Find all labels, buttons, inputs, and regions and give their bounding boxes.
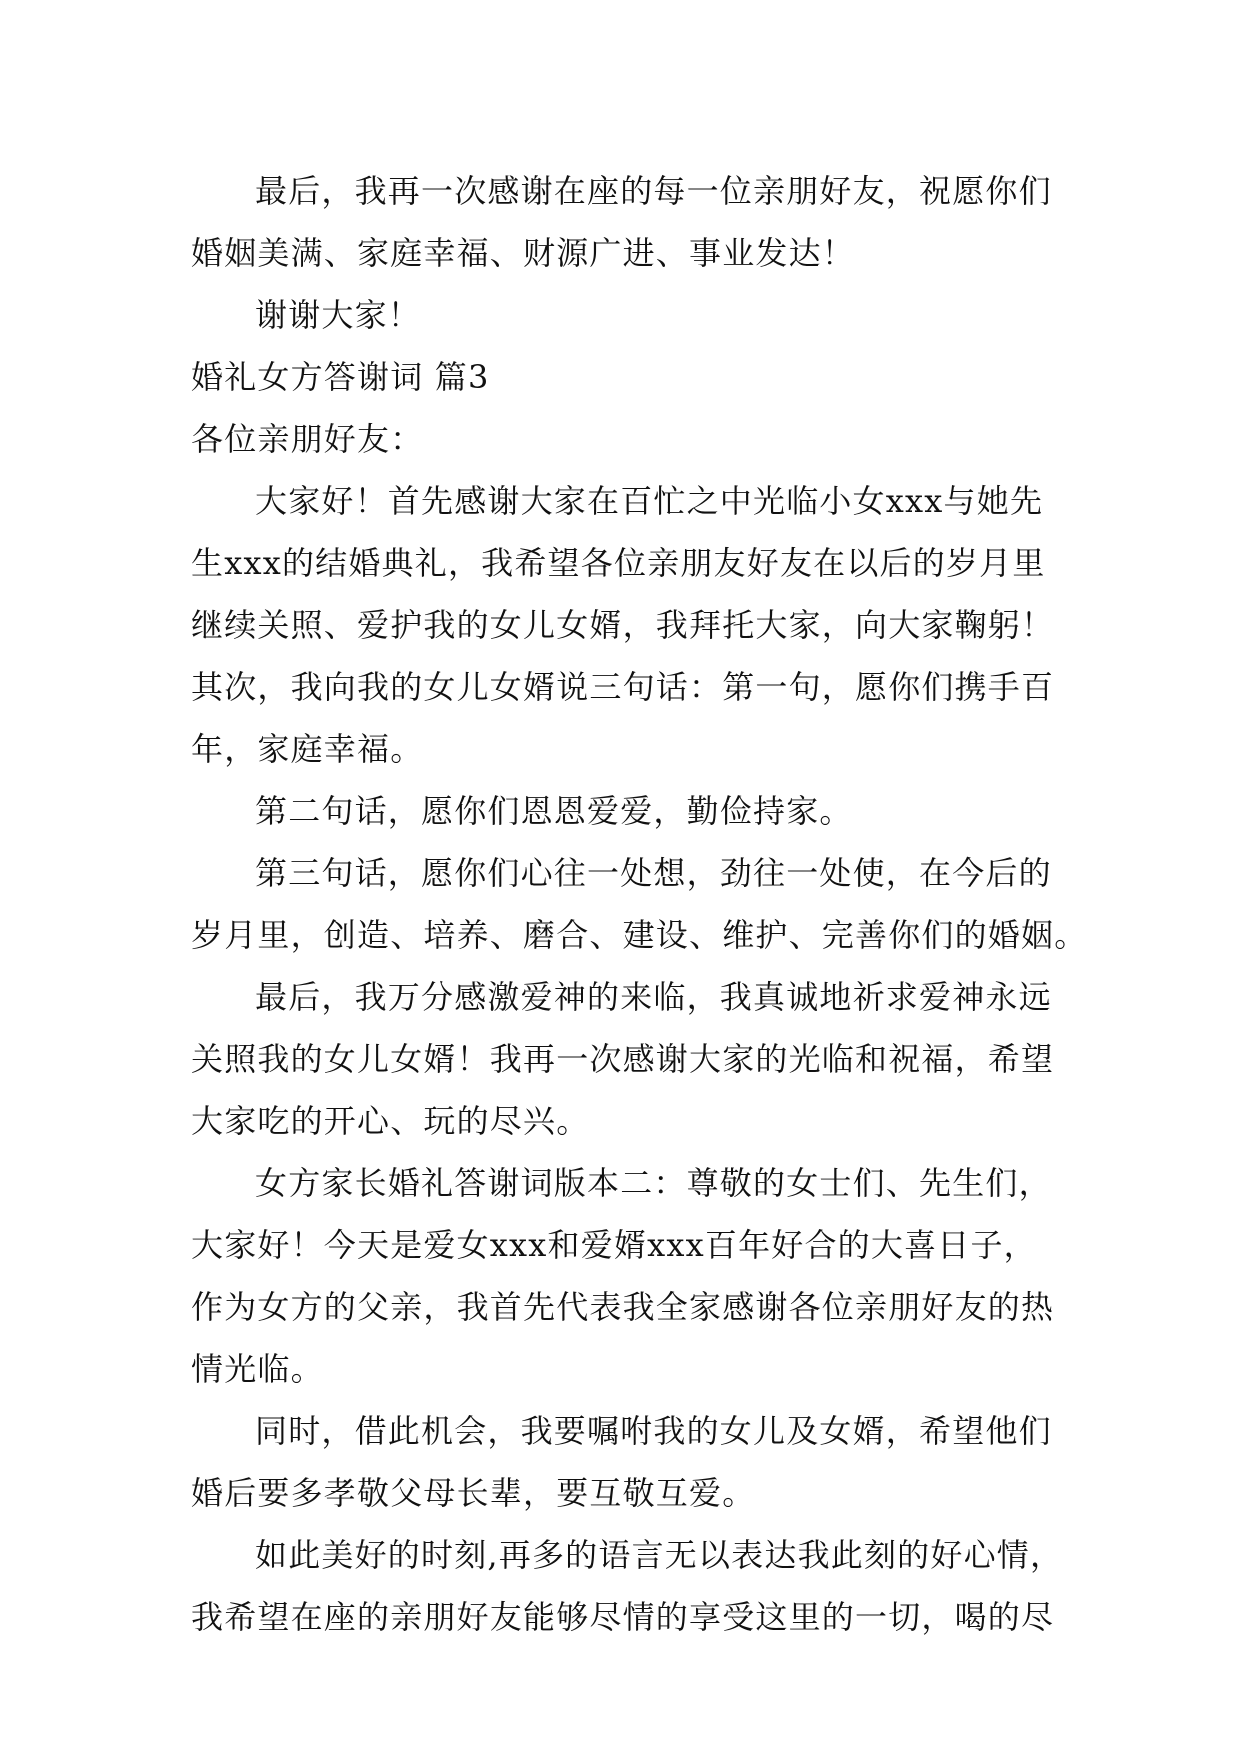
paragraph-line: 第三句话，愿你们心往一处想，劲往一处使，在今后的 — [255, 854, 1052, 892]
paragraph-line: 大家好！首先感谢大家在百忙之中光临小女xxx与她先 — [255, 482, 1044, 520]
paragraph-line: 第二句话，愿你们恩恩爱爱，勤俭持家。 — [255, 792, 853, 830]
paragraph-line: 继续关照、爱护我的女儿女婿，我拜托大家，向大家鞠躬！ — [191, 606, 1055, 644]
section-heading: 婚礼女方答谢词 篇3 — [191, 358, 490, 396]
paragraph-line: 情光临。 — [191, 1350, 324, 1388]
paragraph-line: 婚姻美满、家庭幸福、财源广进、事业发达！ — [191, 234, 856, 272]
salutation: 各位亲朋好友： — [191, 420, 424, 458]
document-body — [191, 160, 1088, 1648]
paragraph-line: 关照我的女儿女婿！我再一次感谢大家的光临和祝福，希望 — [191, 1040, 1055, 1078]
paragraph-line: 年，家庭幸福。 — [191, 730, 424, 768]
paragraph-line: 女方家长婚礼答谢词版本二：尊敬的女士们、先生们， — [255, 1164, 1052, 1202]
paragraph-line: 如此美好的时刻,再多的语言无以表达我此刻的好心情， — [255, 1536, 1064, 1574]
paragraph-line: 岁月里，创造、培养、磨合、建设、维护、完善你们的婚姻。 — [191, 916, 1088, 954]
paragraph-line: 大家好！今天是爱女xxx和爱婿xxx百年好合的大喜日子， — [191, 1226, 1037, 1264]
paragraph-line: 作为女方的父亲，我首先代表我全家感谢各位亲朋好友的热 — [191, 1288, 1055, 1326]
paragraph-line: 我希望在座的亲朋好友能够尽情的享受这里的一切，喝的尽 — [191, 1598, 1055, 1636]
paragraph-line: 谢谢大家！ — [255, 296, 422, 334]
paragraph-line: 同时，借此机会，我要嘱咐我的女儿及女婿，希望他们 — [255, 1412, 1052, 1450]
paragraph-line: 婚后要多孝敬父母长辈，要互敬互爱。 — [191, 1474, 756, 1512]
paragraph-line: 最后，我再一次感谢在座的每一位亲朋好友，祝愿你们 — [255, 172, 1052, 210]
paragraph-line: 生xxx的结婚典礼，我希望各位亲朋友好友在以后的岁月里 — [191, 544, 1046, 582]
paragraph-line: 大家吃的开心、玩的尽兴。 — [191, 1102, 590, 1140]
paragraph-line: 其次，我向我的女儿女婿说三句话：第一句，愿你们携手百 — [191, 668, 1055, 706]
paragraph-line: 最后，我万分感激爱神的来临，我真诚地祈求爱神永远 — [255, 978, 1052, 1016]
